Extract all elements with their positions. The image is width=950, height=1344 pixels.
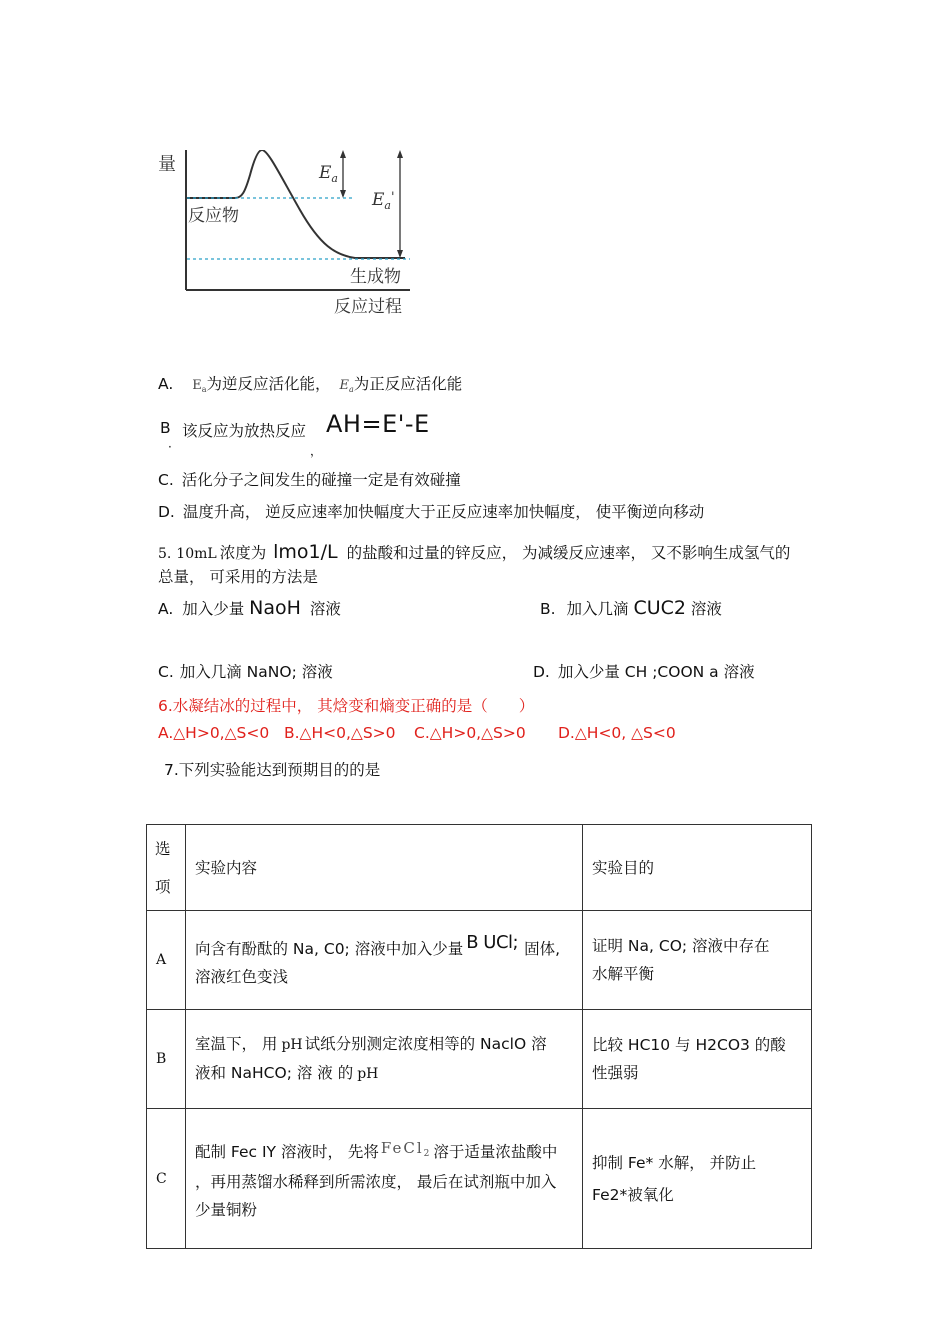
- row-purpose: 抑制 Fe* 水解， 并防止 Fe2*被氧化: [583, 1109, 812, 1249]
- q4-option-b-text: 该反应为放热反应: [182, 422, 307, 440]
- table-row: [147, 1010, 812, 1109]
- row-purpose: 比较 HC10 与 H2CO3 的酸 性强弱: [583, 1010, 812, 1109]
- header-content: 实验内容: [186, 825, 583, 911]
- ea-symbol: $E_a$: [192, 378, 207, 394]
- q5-option-b: B. 加入几滴 CUC2 溶液: [540, 597, 722, 619]
- q5-stem-line2: 总量， 可采用的方法是: [158, 568, 318, 586]
- q6-option-c: C.△H>0,△S>0: [414, 724, 526, 742]
- diagram-x-label: 反应过程: [334, 297, 402, 317]
- q5-option-d: D. 加入少量 CH ;COON a 溶液: [533, 663, 755, 681]
- q4-option-a: A. $E_a$为逆反应活化能， $E_a$为正反应活化能: [158, 375, 463, 394]
- diagram-y-label: 量: [158, 154, 176, 175]
- diagram-ea-label: $E_a$: [319, 163, 338, 185]
- header-purpose: 实验目的: [583, 825, 812, 911]
- table-row: [147, 911, 812, 1010]
- q5-stem-line1: 5. 10mL 浓度为 lmo1/L 的盐酸和过量的锌反应， 为减缓反应速率， 又不影响生成氢气的: [158, 541, 791, 563]
- row-content: 室温下， 用 pH 试纸分别测定浓度相等的 NaclO 溶 液和 NaHCO; 溶 液 的 pH: [186, 1010, 583, 1109]
- q4-option-d: D. 温度升高， 逆反应速率加快幅度大于正反应速率加快幅度， 使平衡逆向移动: [158, 503, 705, 521]
- diagram-product-label: 生成物: [350, 267, 401, 287]
- q4-option-b-label: B: [160, 419, 171, 437]
- q4-option-c: C. 活化分子之间发生的碰撞一定是有效碰撞: [158, 471, 461, 489]
- experiment-table: [146, 824, 812, 1249]
- diagram-ea-prime-label: $E_a'$: [372, 190, 395, 212]
- ea-prime-symbol: $E_a$: [339, 378, 354, 394]
- q6-stem: 6.水凝结冰的过程中， 其焓变和熵变正确的是（ ）: [158, 697, 535, 715]
- row-option: C: [147, 1109, 186, 1249]
- row-option: A: [147, 911, 186, 1010]
- q4-option-b-formula: AH=E'-E: [326, 410, 430, 438]
- row-content: 向含有酚酞的 Na, C0; 溶液中加入少量 B UCl; 固体, 溶液红色变浅: [186, 911, 583, 1010]
- diagram-reactant-label: 反应物: [188, 206, 239, 226]
- row-content: 配制 Fec IY 溶液时， 先将 FeCl$_2$ 溶于适量浓盐酸中 ，再用蒸馏水稀释到所需浓度， 最后在试剂瓶中加入 少量铜粉: [186, 1109, 583, 1249]
- option-label: A.: [158, 375, 174, 393]
- q7-stem: 7.下列实验能达到预期目的的是: [164, 761, 381, 779]
- q4-option-b-dot: ·: [168, 440, 172, 454]
- q4-option-b-comma: ，: [310, 444, 323, 458]
- table-header-row: [147, 825, 812, 911]
- q6-option-b: B.△H<0,△S>0: [284, 724, 396, 742]
- q6-option-a: A.△H>0,△S<0: [158, 724, 270, 742]
- q5-option-a: A. 加入少量 NaoH 溶液: [158, 597, 341, 619]
- row-option: B: [147, 1010, 186, 1109]
- q6-option-d: D.△H<0, △S<0: [558, 724, 676, 742]
- header-option: 选 项: [147, 825, 186, 911]
- row-purpose: 证明 Na, CO; 溶液中存在 水解平衡: [583, 911, 812, 1010]
- table-row: [147, 1109, 812, 1249]
- q5-option-c: C. 加入几滴 NaNO; 溶液: [158, 663, 333, 681]
